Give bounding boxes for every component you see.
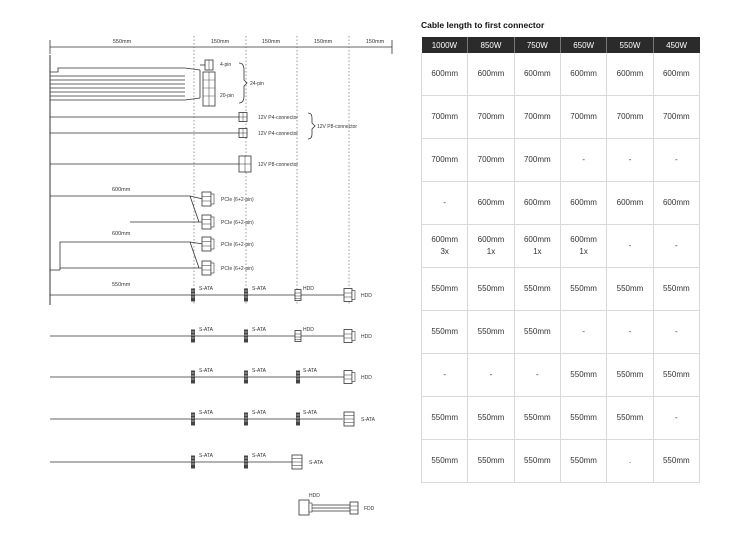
atx-4pin-label: 4-pin bbox=[220, 62, 232, 68]
fdd-label: FDD bbox=[364, 506, 375, 512]
cell-text: 550mm bbox=[616, 413, 644, 422]
cell-text: 550mm bbox=[523, 413, 551, 422]
table-row bbox=[422, 311, 700, 354]
table-cell bbox=[653, 139, 699, 182]
table-row bbox=[422, 96, 700, 139]
table-cell bbox=[653, 354, 699, 397]
table-cell bbox=[514, 53, 560, 96]
cell-text: 550mm bbox=[570, 413, 597, 422]
atx-24pin-label: 24-pin bbox=[250, 81, 264, 87]
sata-length-label: 550mm bbox=[112, 282, 131, 288]
cell-text: 600mm bbox=[431, 69, 458, 78]
fdd-hdd-label: HDD bbox=[309, 493, 320, 499]
cell-text: 550mm bbox=[431, 284, 458, 293]
table-cell bbox=[607, 139, 653, 182]
pcie-label-4: PCIe (6+2-pin) bbox=[221, 266, 254, 272]
cell-text: 3x bbox=[440, 247, 449, 256]
table-cell bbox=[560, 53, 606, 96]
table-cell bbox=[607, 96, 653, 139]
cell-text: 550mm bbox=[570, 284, 597, 293]
sata-row-1 bbox=[50, 282, 372, 302]
table-cell bbox=[607, 225, 653, 268]
cell-text: 550mm bbox=[662, 284, 690, 293]
table-cell bbox=[653, 268, 699, 311]
p4-cables bbox=[50, 113, 357, 140]
row3-label-3: S-ATA bbox=[303, 368, 317, 374]
cell-text: 550mm bbox=[662, 370, 690, 379]
table-cell bbox=[468, 96, 514, 139]
table-cell bbox=[422, 225, 468, 268]
atx-20pin-label: 20-pin bbox=[220, 93, 234, 99]
cell-text: - bbox=[582, 327, 585, 336]
table-row bbox=[422, 268, 700, 311]
row2-label-1: S-ATA bbox=[199, 327, 213, 333]
cell-text: 550mm bbox=[477, 327, 505, 336]
table-row bbox=[422, 225, 700, 268]
table-cell bbox=[607, 354, 653, 397]
cell-text: 700mm bbox=[477, 112, 505, 121]
pcie-label-3: PCIe (6+2-pin) bbox=[221, 242, 254, 248]
column-header: 850W bbox=[468, 37, 514, 53]
cable-length-table bbox=[421, 37, 700, 483]
p4-label-b: 12V P4-connector bbox=[258, 131, 299, 137]
dim-label-150-d: 150mm bbox=[365, 39, 385, 45]
dim-label-150-c: 150mm bbox=[313, 39, 333, 45]
cell-text: 600mm bbox=[570, 69, 597, 78]
table-cell bbox=[468, 53, 514, 96]
cell-text: - bbox=[489, 370, 493, 379]
cell-text: - bbox=[582, 155, 585, 164]
cell-text: 550mm bbox=[431, 456, 458, 465]
table-cell bbox=[653, 440, 699, 483]
table-cell bbox=[514, 225, 560, 268]
sata-row-5 bbox=[50, 453, 324, 469]
row1-label-3: HDD bbox=[303, 286, 314, 292]
cell-text: - bbox=[674, 413, 678, 422]
row3-label-2: S-ATA bbox=[252, 368, 266, 374]
cell-text: 600mm bbox=[523, 198, 551, 207]
cell-text: 600mm bbox=[477, 69, 505, 78]
table-cell bbox=[653, 96, 699, 139]
pcie-label-2: PCIe (6+2-pin) bbox=[221, 220, 254, 226]
pcie-cables bbox=[50, 187, 254, 275]
table-cell bbox=[514, 96, 560, 139]
p4-label-a: 12V P4-connector bbox=[258, 115, 299, 121]
table-cell bbox=[653, 311, 699, 354]
cell-text: 1x bbox=[533, 247, 542, 256]
cell-text: - bbox=[443, 198, 446, 207]
table-cell bbox=[468, 182, 514, 225]
cell-text: 550mm bbox=[477, 413, 505, 422]
cell-text: 600mm bbox=[570, 198, 597, 207]
table-row bbox=[422, 440, 700, 483]
row4-label-2: S-ATA bbox=[252, 410, 266, 416]
cell-text: 600mm bbox=[616, 69, 644, 78]
table-cell bbox=[468, 311, 514, 354]
pcie-length-b: 600mm bbox=[112, 231, 131, 237]
table-cell bbox=[422, 354, 468, 397]
table-cell bbox=[468, 354, 514, 397]
table-row bbox=[422, 397, 700, 440]
table-cell bbox=[607, 397, 653, 440]
dim-label-150-a: 150mm bbox=[210, 39, 230, 45]
cell-text: - bbox=[443, 370, 446, 379]
table-cell bbox=[468, 397, 514, 440]
column-header: 750W bbox=[514, 37, 560, 53]
table-cell bbox=[514, 182, 560, 225]
cell-text: 550mm bbox=[662, 456, 690, 465]
table-cell bbox=[653, 225, 699, 268]
cell-text: 550mm bbox=[523, 284, 551, 293]
row5-label-2: S-ATA bbox=[252, 453, 266, 459]
table-cell bbox=[607, 440, 653, 483]
cell-text: - bbox=[674, 241, 678, 250]
cell-text: 1x bbox=[486, 247, 496, 256]
cell-text: 600mm bbox=[477, 198, 505, 207]
table-cell bbox=[514, 397, 560, 440]
table-cell bbox=[607, 311, 653, 354]
cell-text: 600mm bbox=[523, 69, 551, 78]
row4-label-3: S-ATA bbox=[303, 410, 317, 416]
table-cell bbox=[653, 182, 699, 225]
table-cell bbox=[422, 53, 468, 96]
table-cell bbox=[607, 53, 653, 96]
p8-combined-label: 12V P8-connector bbox=[317, 124, 358, 130]
table-cell bbox=[468, 440, 514, 483]
table-cell bbox=[653, 397, 699, 440]
p8-label: 12V P8-connector bbox=[258, 162, 299, 168]
table-cell bbox=[560, 268, 606, 311]
table-row bbox=[422, 354, 700, 397]
cell-text: 700mm bbox=[570, 112, 597, 121]
row3-label-4: HDD bbox=[361, 375, 372, 381]
table-cell bbox=[514, 268, 560, 311]
table-cell bbox=[468, 139, 514, 182]
cell-text: 700mm bbox=[523, 155, 551, 164]
table-title: Cable length to first connector bbox=[421, 20, 545, 30]
cell-text: 550mm bbox=[431, 327, 458, 336]
table-cell bbox=[560, 354, 606, 397]
table-cell bbox=[514, 311, 560, 354]
cell-text: 700mm bbox=[431, 155, 458, 164]
table-cell bbox=[422, 440, 468, 483]
cell-text: 600mm bbox=[570, 235, 597, 244]
atx-cable bbox=[50, 60, 264, 106]
table-cell bbox=[560, 397, 606, 440]
cell-text: 700mm bbox=[523, 112, 551, 121]
cell-text: 700mm bbox=[477, 155, 505, 164]
column-header: 650W bbox=[560, 37, 606, 53]
table-cell bbox=[514, 139, 560, 182]
column-header: 550W bbox=[607, 37, 653, 53]
row1-label-2: S-ATA bbox=[252, 286, 266, 292]
row4-label-4: S-ATA bbox=[361, 417, 375, 423]
fdd-adapter bbox=[299, 493, 375, 515]
cell-text: 600mm bbox=[616, 198, 644, 207]
cell-text: 550mm bbox=[523, 327, 551, 336]
dim-label-150-b: 150mm bbox=[261, 39, 281, 45]
cell-text: 600mm bbox=[662, 198, 690, 207]
cell-text: 550mm bbox=[570, 456, 597, 465]
table-cell bbox=[607, 182, 653, 225]
header-row bbox=[422, 37, 700, 53]
cell-text: 700mm bbox=[431, 112, 458, 121]
table-row bbox=[422, 182, 700, 225]
row3-label-1: S-ATA bbox=[199, 368, 213, 374]
column-header: 1000W bbox=[422, 37, 468, 53]
table-cell bbox=[607, 268, 653, 311]
table-cell bbox=[422, 96, 468, 139]
sata-row-2 bbox=[50, 327, 372, 343]
pcie-label-1: PCIe (6+2-pin) bbox=[221, 197, 254, 203]
table-cell bbox=[560, 311, 606, 354]
table-cell bbox=[468, 268, 514, 311]
cell-text: 700mm bbox=[616, 112, 644, 121]
cell-text: 550mm bbox=[477, 284, 505, 293]
cell-text: - bbox=[535, 370, 539, 379]
table-row bbox=[422, 139, 700, 182]
row1-label-4: HDD bbox=[361, 293, 372, 299]
sata-row-4 bbox=[50, 410, 376, 426]
table-cell bbox=[468, 225, 514, 268]
row5-label-3: S-ATA bbox=[309, 460, 323, 466]
table-cell bbox=[422, 139, 468, 182]
table-cell bbox=[514, 354, 560, 397]
cell-text: 1x bbox=[579, 247, 588, 256]
table-cell bbox=[422, 182, 468, 225]
pcie-length-a: 600mm bbox=[112, 187, 131, 193]
cell-text: 550mm bbox=[477, 456, 505, 465]
cell-text: . bbox=[628, 456, 632, 465]
table-cell bbox=[422, 397, 468, 440]
p8-cable bbox=[50, 156, 298, 172]
cell-text: 550mm bbox=[523, 456, 551, 465]
column-header: 450W bbox=[653, 37, 699, 53]
table-cell bbox=[560, 96, 606, 139]
cell-text: - bbox=[674, 327, 678, 336]
sata-row-3 bbox=[50, 368, 372, 384]
row1-label-1: S-ATA bbox=[199, 286, 213, 292]
cell-text: - bbox=[628, 241, 632, 250]
cell-text: 600mm bbox=[431, 235, 458, 244]
table-row bbox=[422, 53, 700, 96]
table-cell bbox=[560, 139, 606, 182]
cell-text: - bbox=[628, 155, 632, 164]
table-cell bbox=[560, 440, 606, 483]
cell-text: - bbox=[674, 155, 678, 164]
row4-label-1: S-ATA bbox=[199, 410, 213, 416]
cell-text: - bbox=[628, 327, 632, 336]
row2-label-2: S-ATA bbox=[252, 327, 266, 333]
cell-text: 550mm bbox=[616, 370, 644, 379]
dim-label-550: 550mm bbox=[112, 39, 132, 45]
cell-text: 550mm bbox=[570, 370, 597, 379]
cell-text: 550mm bbox=[616, 284, 644, 293]
table-cell bbox=[560, 225, 606, 268]
cell-text: 600mm bbox=[662, 69, 690, 78]
table-cell bbox=[514, 440, 560, 483]
row2-label-3: HDD bbox=[303, 327, 314, 333]
row2-label-4: HDD bbox=[361, 334, 372, 340]
cell-text: 700mm bbox=[662, 112, 690, 121]
table-cell bbox=[653, 53, 699, 96]
row5-label-1: S-ATA bbox=[199, 453, 213, 459]
cell-text: 600mm bbox=[477, 235, 505, 244]
table-cell bbox=[560, 182, 606, 225]
table-cell bbox=[422, 268, 468, 311]
cell-text: 550mm bbox=[431, 413, 458, 422]
table-cell bbox=[422, 311, 468, 354]
cell-text: 600mm bbox=[523, 235, 551, 244]
